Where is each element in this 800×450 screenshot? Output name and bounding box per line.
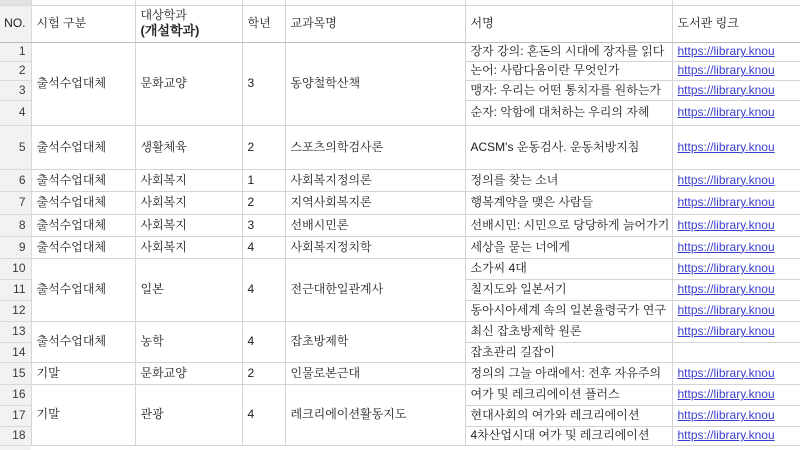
header-row xyxy=(0,5,800,42)
cell-book-title[interactable]: ACSM's 운동검사. 운동처방지침 xyxy=(465,125,672,169)
cell-book-title[interactable]: 장자 강의: 혼돈의 시대에 장자를 읽다 xyxy=(465,42,672,61)
cell-exam-type[interactable]: 출석수업대체 xyxy=(31,258,135,321)
cell-library-link xyxy=(672,61,800,80)
header-exam-type[interactable]: 시험 구분 xyxy=(31,5,135,42)
cell-book-title[interactable]: 정의의 그늘 아래에서: 전후 자유주의 xyxy=(465,362,672,384)
table-row xyxy=(0,42,800,61)
cell-department[interactable]: 생활체육 xyxy=(135,125,242,169)
row-number[interactable]: 8 xyxy=(0,214,31,236)
header-book-title[interactable]: 서명 xyxy=(465,5,672,42)
cell-library-link xyxy=(672,362,800,384)
row-number[interactable]: 9 xyxy=(0,236,31,258)
cell-exam-type[interactable]: 출석수업대체 xyxy=(31,321,135,362)
cell-grade[interactable]: 1 xyxy=(242,169,285,191)
cell-department[interactable]: 관광 xyxy=(135,384,242,445)
sliver-cell xyxy=(672,445,800,450)
cell-course[interactable]: 사회복지정치학 xyxy=(285,236,465,258)
cell-library-link xyxy=(672,258,800,279)
row-number[interactable]: 14 xyxy=(0,342,31,362)
cell-grade[interactable]: 3 xyxy=(242,214,285,236)
cell-grade[interactable]: 4 xyxy=(242,384,285,445)
library-link[interactable]: https://library.knou xyxy=(677,387,775,401)
cell-library-link xyxy=(672,42,800,61)
cell-course[interactable]: 레크리에이션활동지도 xyxy=(285,384,465,445)
library-link[interactable]: https://library.knou xyxy=(677,303,775,317)
row-number[interactable]: 3 xyxy=(0,80,31,100)
cell-book-title[interactable]: 행복계약을 맺은 사람들 xyxy=(465,191,672,214)
cell-department[interactable]: 농학 xyxy=(135,321,242,362)
cell-library-link xyxy=(672,214,800,236)
table-row xyxy=(0,384,800,405)
library-link[interactable]: https://library.knou xyxy=(677,44,775,58)
header-course[interactable]: 교과목명 xyxy=(285,5,465,42)
gutter-sliver xyxy=(0,445,31,450)
cell-department[interactable]: 사회복지 xyxy=(135,236,242,258)
cell-grade[interactable]: 2 xyxy=(242,125,285,169)
cell-course[interactable]: 전근대한일관계사 xyxy=(285,258,465,321)
cell-exam-type[interactable]: 출석수업대체 xyxy=(31,191,135,214)
cell-book-title[interactable]: 선배시민: 시민으로 당당하게 늙어가기 xyxy=(465,214,672,236)
header-no[interactable]: NO. xyxy=(0,5,31,42)
header-department-line2: (개설학과) xyxy=(140,22,200,38)
sliver-cell xyxy=(285,445,465,450)
cell-grade[interactable]: 4 xyxy=(242,258,285,321)
cell-course[interactable]: 선배시민론 xyxy=(285,214,465,236)
row-number[interactable]: 18 xyxy=(0,426,31,445)
cell-exam-type[interactable]: 기말 xyxy=(31,384,135,445)
row-number[interactable]: 11 xyxy=(0,279,31,300)
table-row xyxy=(0,321,800,342)
cell-exam-type[interactable]: 출석수업대체 xyxy=(31,42,135,125)
row-number[interactable]: 17 xyxy=(0,405,31,426)
row-number[interactable]: 7 xyxy=(0,191,31,214)
cell-course[interactable]: 잡초방제학 xyxy=(285,321,465,362)
cell-library-link xyxy=(672,300,800,321)
library-link[interactable]: https://library.knou xyxy=(677,105,775,119)
sliver-cell xyxy=(31,445,135,450)
cell-library-link xyxy=(672,125,800,169)
cell-book-title[interactable]: 잡초관리 길잡이 xyxy=(465,342,672,362)
library-link[interactable]: https://library.knou xyxy=(677,261,775,275)
table-row xyxy=(0,169,800,191)
cell-book-title[interactable]: 여가 및 레크리에이션 플러스 xyxy=(465,384,672,405)
table-row xyxy=(0,191,800,214)
cell-grade[interactable]: 4 xyxy=(242,321,285,362)
cell-library-link xyxy=(672,405,800,426)
cell-exam-type[interactable]: 출석수업대체 xyxy=(31,236,135,258)
cell-grade[interactable]: 2 xyxy=(242,191,285,214)
header-department-line1: 대상학과 xyxy=(140,7,187,22)
cell-department[interactable]: 일본 xyxy=(135,258,242,321)
cell-book-title[interactable]: 맹자: 우리는 어떤 통치자를 원하는가 xyxy=(465,80,672,100)
library-link[interactable]: https://library.knou xyxy=(677,428,775,442)
table-row xyxy=(0,214,800,236)
cell-department[interactable]: 문화교양 xyxy=(135,42,242,125)
cell-book-title[interactable]: 순자: 악함에 대처하는 우리의 자헤 xyxy=(465,100,672,125)
bottom-partial-row xyxy=(0,445,800,450)
cell-course[interactable]: 동양철학산책 xyxy=(285,42,465,125)
cell-library-link xyxy=(672,342,800,362)
cell-exam-type[interactable]: 출석수업대체 xyxy=(31,125,135,169)
library-link[interactable]: https://library.knou xyxy=(677,408,775,422)
row-number[interactable]: 12 xyxy=(0,300,31,321)
cell-grade[interactable]: 3 xyxy=(242,42,285,125)
cell-exam-type[interactable]: 출석수업대체 xyxy=(31,169,135,191)
header-grade[interactable]: 학년 xyxy=(242,5,285,42)
cell-book-title[interactable]: 논어: 사람다움이란 무엇인가 xyxy=(465,61,672,80)
cell-course[interactable]: 사회복지정의론 xyxy=(285,169,465,191)
cell-library-link xyxy=(672,169,800,191)
cell-book-title[interactable]: 정의를 찾는 소녀 xyxy=(465,169,672,191)
cell-book-title[interactable]: 세상을 묻는 너에게 xyxy=(465,236,672,258)
table-row xyxy=(0,125,800,169)
row-number[interactable]: 6 xyxy=(0,169,31,191)
cell-exam-type[interactable]: 출석수업대체 xyxy=(31,214,135,236)
table-row xyxy=(0,236,800,258)
row-number[interactable]: 16 xyxy=(0,384,31,405)
cell-book-title[interactable]: 칠지도와 일본서기 xyxy=(465,279,672,300)
cell-book-title[interactable]: 소가씨 4대 xyxy=(465,258,672,279)
cell-course[interactable]: 인물로본근대 xyxy=(285,362,465,384)
cell-book-title[interactable]: 동아시아세계 속의 일본율령국가 연구 xyxy=(465,300,672,321)
library-link[interactable]: https://library.knou xyxy=(677,139,775,154)
cell-book-title[interactable]: 현대사회의 여가와 레크리에이션 xyxy=(465,405,672,426)
sliver-cell xyxy=(135,445,242,450)
library-link[interactable]: https://library.knou xyxy=(677,82,775,97)
library-link[interactable]: https://library.knou xyxy=(677,217,775,232)
row-number[interactable]: 10 xyxy=(0,258,31,279)
sliver-cell xyxy=(465,445,672,450)
cell-library-link xyxy=(672,384,800,405)
cell-book-title[interactable]: 최신 잡초방제학 원론 xyxy=(465,321,672,342)
library-link[interactable]: https://library.knou xyxy=(677,324,775,338)
row-number[interactable]: 2 xyxy=(0,61,31,80)
library-link[interactable]: https://library.knou xyxy=(677,239,775,254)
row-number[interactable]: 13 xyxy=(0,321,31,342)
library-link[interactable]: https://library.knou xyxy=(677,63,775,77)
row-number[interactable]: 1 xyxy=(0,42,31,61)
table-row xyxy=(0,362,800,384)
library-link[interactable]: https://library.knou xyxy=(677,365,775,380)
library-link[interactable]: https://library.knou xyxy=(677,195,775,209)
cell-library-link xyxy=(672,321,800,342)
cell-department[interactable]: 문화교양 xyxy=(135,362,242,384)
cell-library-link xyxy=(672,236,800,258)
cell-grade[interactable]: 4 xyxy=(242,236,285,258)
cell-course[interactable]: 스포츠의학검사론 xyxy=(285,125,465,169)
cell-book-title[interactable]: 4차산업시대 여가 및 레크리에이션 xyxy=(465,426,672,445)
row-number[interactable]: 5 xyxy=(0,125,31,169)
sliver-cell xyxy=(242,445,285,450)
library-link[interactable]: https://library.knou xyxy=(677,282,775,296)
cell-library-link xyxy=(672,100,800,125)
header-library-link[interactable]: 도서관 링크 xyxy=(672,5,800,42)
header-department[interactable] xyxy=(135,5,242,42)
cell-library-link xyxy=(672,426,800,445)
row-number[interactable]: 4 xyxy=(0,100,31,125)
cell-department[interactable]: 사회복지 xyxy=(135,169,242,191)
cell-library-link xyxy=(672,279,800,300)
row-number[interactable]: 15 xyxy=(0,362,31,384)
cell-department[interactable]: 사회복지 xyxy=(135,191,242,214)
cell-course[interactable]: 지역사회복지론 xyxy=(285,191,465,214)
cell-library-link xyxy=(672,191,800,214)
cell-exam-type[interactable]: 기말 xyxy=(31,362,135,384)
cell-grade[interactable]: 2 xyxy=(242,362,285,384)
cell-department[interactable]: 사회복지 xyxy=(135,214,242,236)
library-link[interactable]: https://library.knou xyxy=(677,172,775,187)
cell-library-link xyxy=(672,80,800,100)
table-row xyxy=(0,258,800,279)
